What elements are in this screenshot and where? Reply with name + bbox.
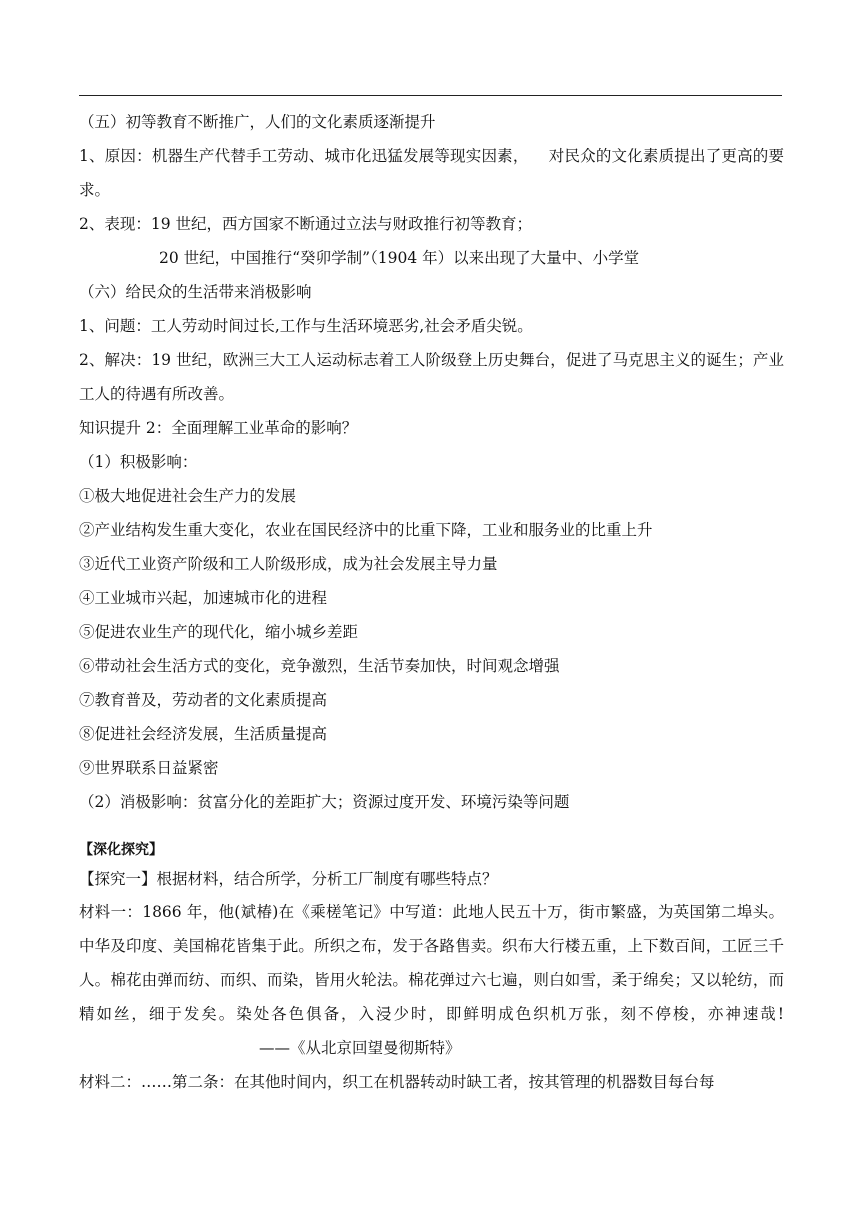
positive-impact-heading: （1）积极影响：	[79, 453, 198, 471]
section-6-problem: 1、问题：工人劳动时间过长,工作与生活环境恶劣,社会矛盾尖锐。	[79, 317, 533, 335]
document-body	[79, 105, 784, 1099]
knowledge-2-title: 知识提升 2：全面理解工业革命的影响？	[79, 419, 358, 437]
section-6-heading: （六）给民众的生活带来消极影响	[79, 283, 312, 301]
inquiry-1-question: 【探究一】根据材料，结合所学，分析工厂制度有哪些特点？	[79, 870, 498, 888]
impact-item: ②产业结构发生重大变化，农业在国民经济中的比重下降，工业和服务业的比重上升	[79, 521, 653, 539]
impact-item: ⑨世界联系日益紧密	[79, 759, 219, 777]
section-5-reason	[79, 139, 784, 207]
section-5-show-1: 2、表现：19 世纪，西方国家不断通过立法与财政推行初等教育；	[79, 215, 533, 233]
deepen-heading: 【深化探究】	[79, 842, 163, 858]
header-rule	[79, 95, 782, 96]
material-1-source: ——《从北京回望曼彻斯特》	[259, 1039, 461, 1057]
section-5-reason-part-2: 对民众的文化素质提出了更高的要求。	[79, 147, 784, 199]
section-5-heading: （五）初等教育不断推广，人们的文化素质逐渐提升	[79, 113, 436, 131]
material-1	[79, 895, 784, 1065]
impact-item: ①极大地促进社会生产力的发展	[79, 487, 297, 505]
impact-item: ⑧促进社会经济发展，生活质量提高	[79, 725, 328, 743]
negative-impact: （2）消极影响：贫富分化的差距扩大；资源过度开发、环境污染等问题	[79, 793, 570, 811]
impact-item: ⑦教育普及，劳动者的文化素质提高	[79, 691, 328, 709]
impact-item: ③近代工业资产阶级和工人阶级形成，成为社会发展主导力量	[79, 555, 498, 573]
section-6-solution: 2、解决：19 世纪，欧洲三大工人运动标志着工人阶级登上历史舞台，促进了马克思主义的诞生；产业工人的待遇有所改善。	[79, 351, 784, 403]
impact-item: ⑤促进农业生产的现代化，缩小城乡差距	[79, 623, 359, 641]
impact-item: ④工业城市兴起，加速城市化的进程	[79, 589, 328, 607]
section-5-show-2: 20 世纪，中国推行“癸卯学制”（1904 年）以来出现了大量中、小学堂	[159, 249, 640, 267]
impact-item: ⑥带动社会生活方式的变化，竞争激烈，生活节奏加快，时间观念增强	[79, 657, 560, 675]
section-5-reason-part-1: 1、原因：机器生产代替手工劳动、城市化迅猛发展等现实因素，	[79, 147, 529, 165]
material-2: 材料二：……第二条：在其他时间内，织工在机器转动时缺工者，按其管理的机器数目每台每	[79, 1073, 715, 1091]
material-1-text: 材料一：1866 年，他(斌椿)在《乘槎笔记》中写道：此地人民五十万，街市繁盛，为英国第二埠头。中华及印度、美国棉花皆集于此。所织之布，发于各路售卖。织布大行楼五重，上下数百间，工匠三千人。棉花由弹而纺、而织、而染，皆用火轮法。棉花弹过六七遍，则白如雪，柔于绵矣；又以轮纺，而精如丝，细于发矣。染处各色俱备，入浸少时，即鲜明成色织机万张，刻不停梭，亦神速哉!	[79, 903, 784, 1023]
